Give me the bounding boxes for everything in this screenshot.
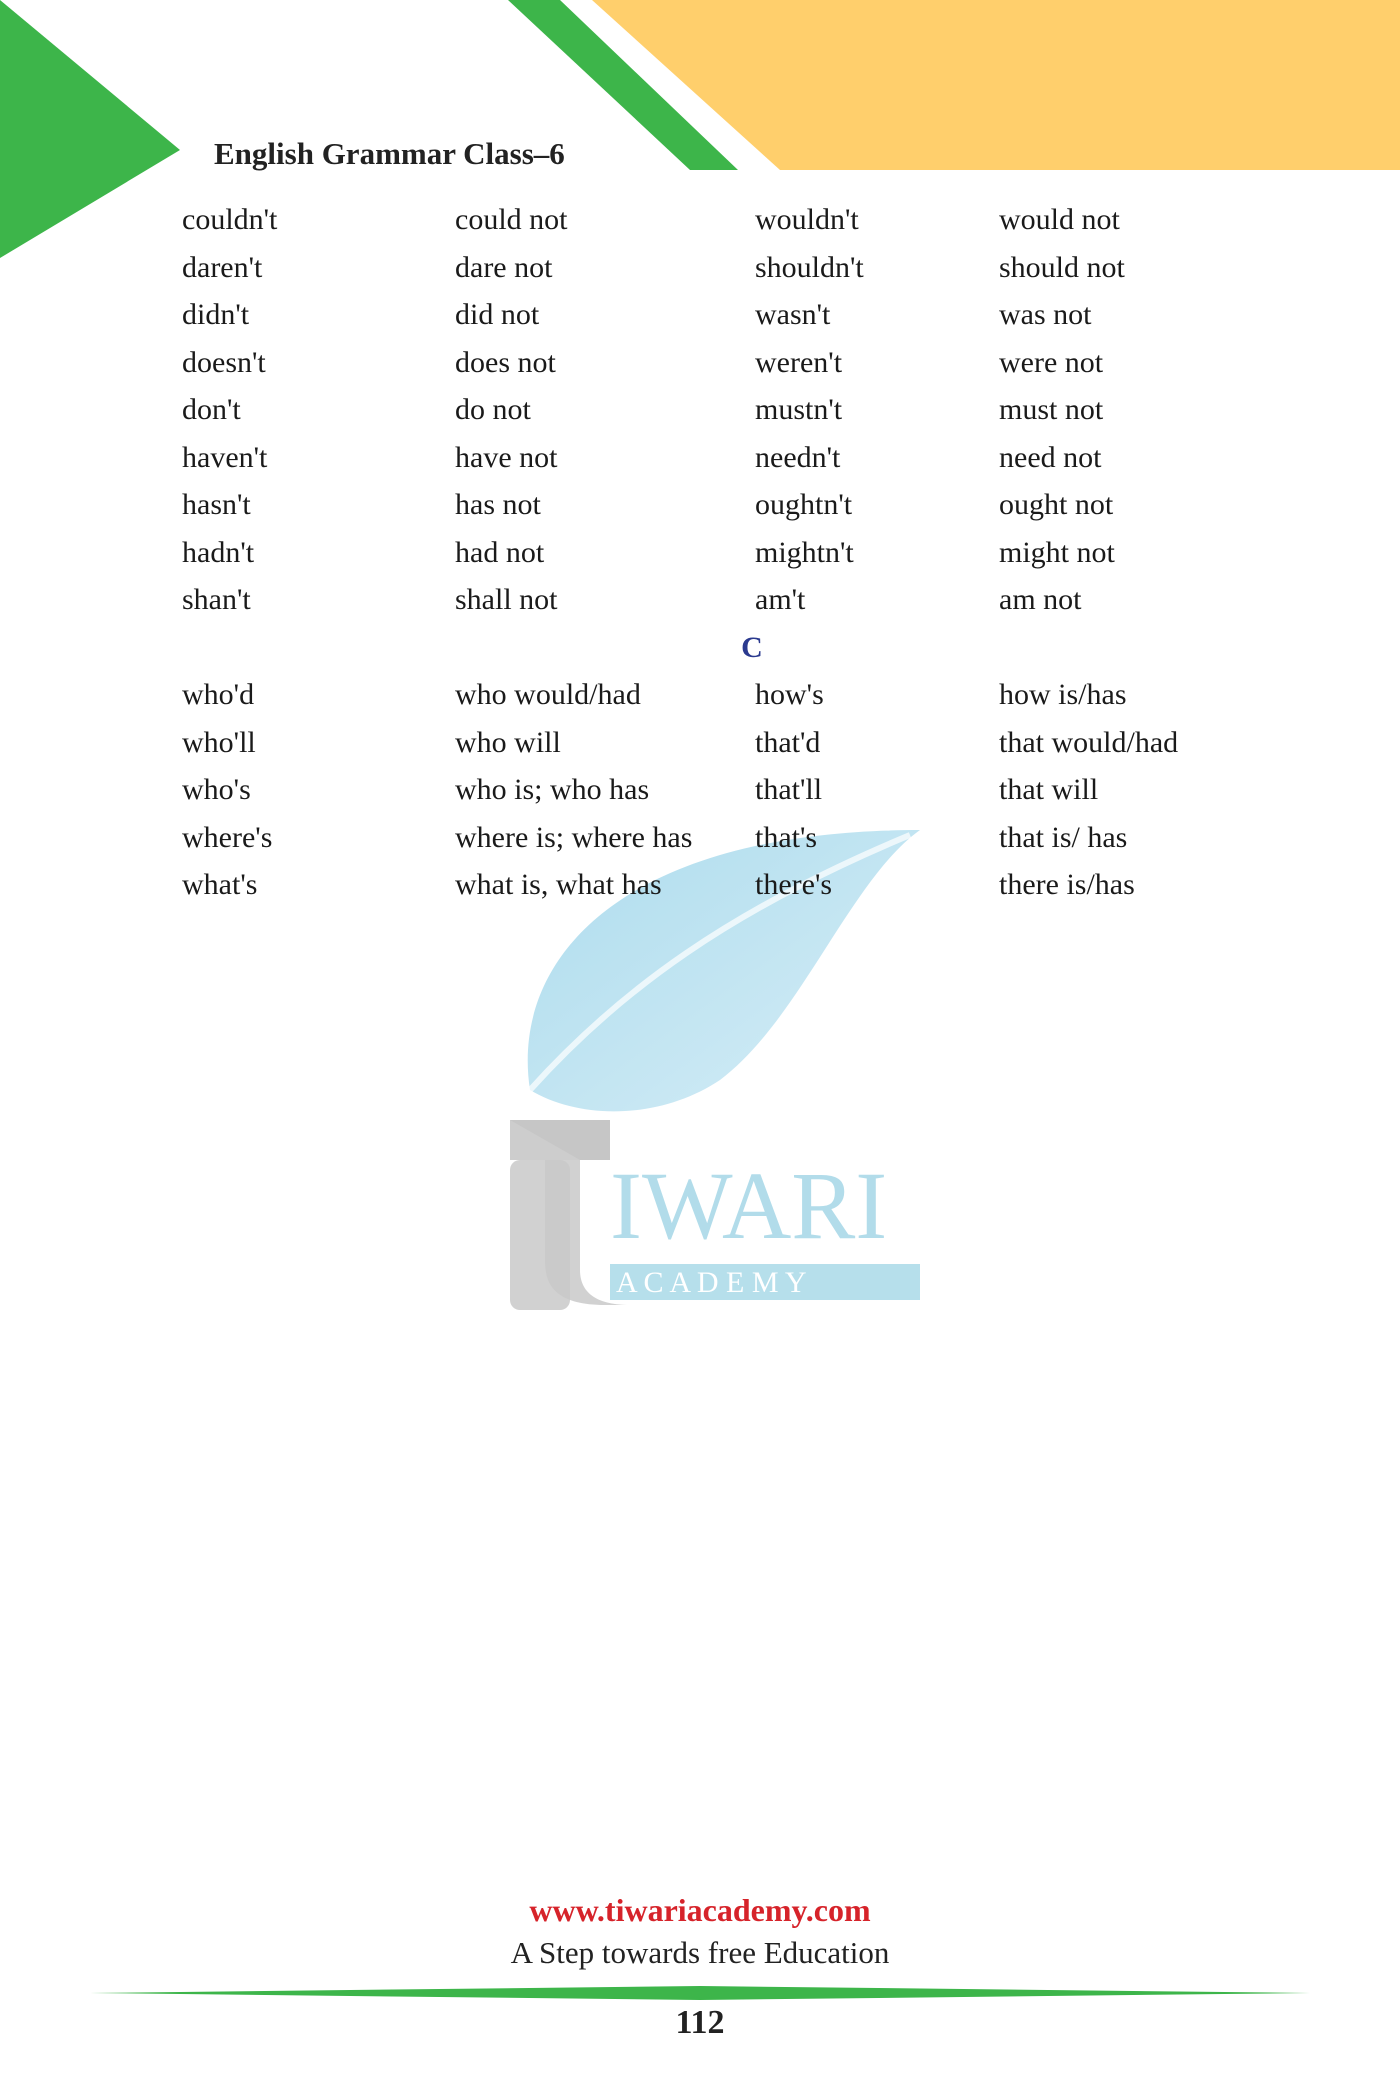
table-row [182,719,1302,767]
contraction: doesn't [182,345,266,379]
table-row [182,861,1302,909]
page-number: 112 [675,2004,725,2041]
expansion: were not [999,345,1104,379]
footer-tagline: A Step towards free Education [510,1935,890,1970]
expansion: that would/had [999,725,1179,759]
letter-t-stem [510,1120,610,1160]
expansion: might not [999,535,1115,569]
watermark-sub: A C A D E M Y [616,1266,807,1299]
expansion: who would/had [455,678,641,711]
expansion: did not [455,298,540,331]
green-left-triangle [0,0,180,258]
contraction: wouldn't [755,203,859,236]
table-row [182,291,1302,339]
expansion: that will [999,773,1099,806]
expansion: would not [999,203,1120,236]
contraction: am't [755,583,806,616]
table-row [182,576,1302,624]
contraction: wasn't [755,298,831,331]
contractions-table [182,196,1302,909]
expansion: do not [455,393,531,426]
contraction: that's [755,820,818,854]
expansion: how is/has [999,678,1127,711]
expansion: who is; who has [455,773,650,806]
expansion: who will [455,725,561,759]
table-row [182,434,1302,482]
contraction: mightn't [755,535,854,569]
contraction: weren't [755,345,843,379]
expansion: had not [455,535,545,569]
letter-t-post [510,1160,570,1310]
expansion: what is, what has [455,868,662,901]
contraction: didn't [182,298,250,331]
expansion: have not [455,440,558,474]
contraction: oughtn't [755,488,853,521]
expansion: am not [999,583,1082,616]
contraction: that'd [755,725,821,759]
expansion: could not [455,203,568,236]
contraction: daren't [182,250,263,284]
expansion: ought not [999,488,1114,521]
expansion: where is; where has [455,820,693,854]
expansion: need not [999,440,1102,474]
header-title: English Grammar Class–6 [214,136,565,171]
contraction: what's [182,868,258,901]
table-row [182,814,1302,862]
expansion: was not [999,298,1092,331]
contraction: how's [755,678,824,711]
footer-website-link[interactable]: www.tiwariacademy.com [529,1892,871,1928]
expansion: has not [455,488,541,521]
watermark-name: IWARI [610,1152,888,1259]
contraction: shan't [182,583,251,616]
yellow-banner [592,0,1400,170]
expansion: dare not [455,250,553,284]
contraction: hadn't [182,535,255,569]
table-row [182,671,1302,719]
expansion: should not [999,250,1125,284]
table-row [182,481,1302,529]
contraction: don't [182,393,241,426]
footer-divider [90,1986,1310,2000]
table-row [182,244,1302,292]
contraction: that'll [755,773,823,806]
expansion: that is/ has [999,820,1128,854]
contraction: who's [182,773,251,806]
table-row [182,529,1302,577]
contraction: hasn't [182,488,251,521]
contraction: mustn't [755,393,843,426]
expansion: must not [999,393,1104,426]
table-row [182,766,1302,814]
table-row [182,339,1302,387]
contraction: who'd [182,678,255,711]
contraction: who'll [182,725,256,759]
contraction: shouldn't [755,250,864,284]
expansion: does not [455,345,556,379]
expansion: shall not [455,583,558,616]
contraction: there's [755,868,833,901]
contraction: needn't [755,440,841,474]
contraction: where's [182,820,273,854]
contraction: haven't [182,440,268,474]
table-row [182,196,1302,244]
section-heading-c: C [741,630,763,664]
contraction: couldn't [182,203,278,236]
table-row [182,386,1302,434]
expansion: there is/has [999,868,1135,901]
